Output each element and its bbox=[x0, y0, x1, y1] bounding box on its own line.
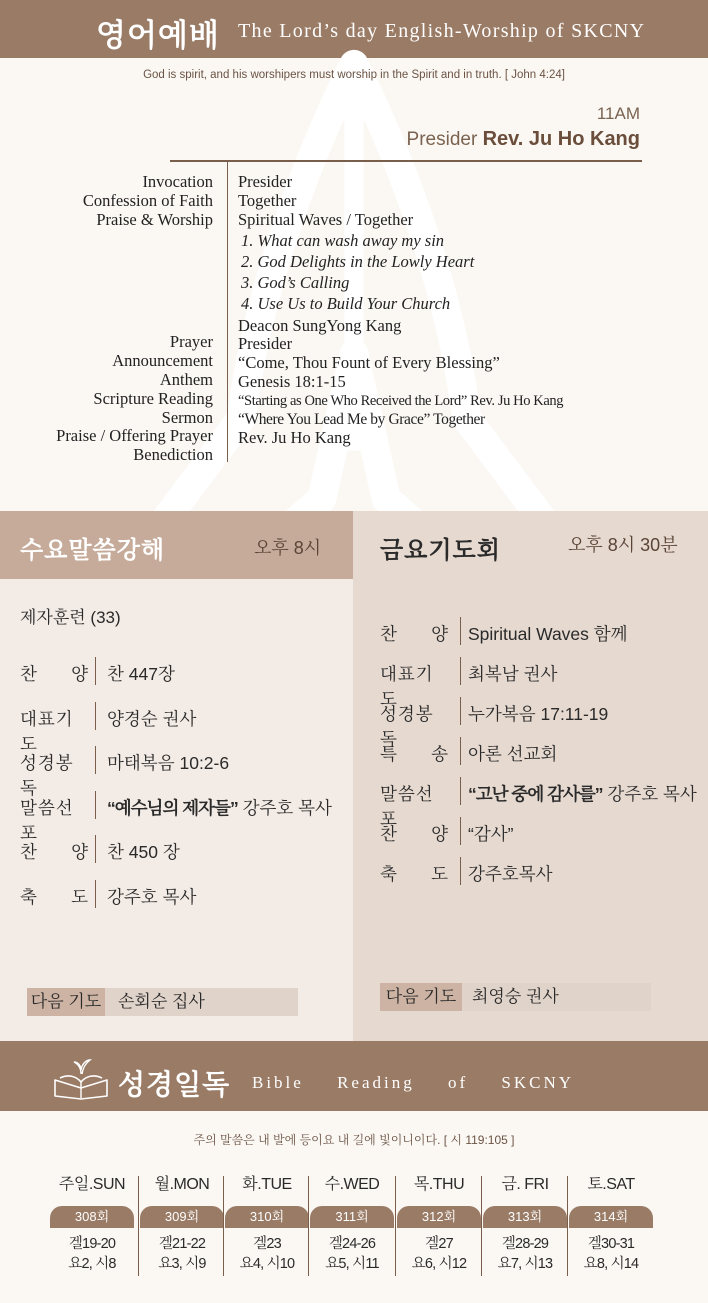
row-separator bbox=[95, 702, 96, 730]
day-separator bbox=[308, 1176, 309, 1276]
row-label-char: 송 bbox=[431, 744, 448, 764]
songs-spacer bbox=[56, 229, 213, 333]
order-label: Anthem bbox=[159, 369, 213, 389]
reading-passages bbox=[310, 1234, 394, 1274]
row-label bbox=[380, 741, 448, 766]
day-name: 월.MON bbox=[154, 1176, 210, 1193]
wednesday-title: 수요말씀강해 bbox=[20, 537, 166, 564]
reading-line: 겔21-22 bbox=[158, 1236, 206, 1252]
day-name: 화.TUE bbox=[242, 1176, 292, 1193]
row-separator bbox=[460, 817, 461, 845]
benediction-value: Rev. Ju Ho Kang bbox=[238, 428, 351, 448]
row-label: 대표기도 bbox=[380, 664, 434, 709]
prayer-value: Deacon SungYong Kang bbox=[238, 315, 402, 335]
row-value-rest: 강주호 목사 bbox=[237, 797, 332, 818]
row-label bbox=[20, 884, 88, 909]
order-label: Announcement bbox=[112, 351, 213, 371]
row-label bbox=[380, 821, 448, 846]
row-value: “감사” bbox=[468, 824, 514, 844]
reading-day bbox=[50, 1172, 134, 1274]
reading-line: 겔23 bbox=[253, 1236, 281, 1252]
reading-line: 요4, 시10 bbox=[239, 1256, 295, 1272]
row-separator bbox=[460, 737, 461, 765]
row-value-bold: “예수님의 제자들” bbox=[107, 797, 238, 818]
row-separator bbox=[460, 857, 461, 885]
reading-line: 겔24-26 bbox=[328, 1236, 376, 1252]
song-item: 4. Use Us to Build Your Church bbox=[241, 293, 451, 313]
anthem-value: “Come, Thou Fount of Every Blessing” bbox=[238, 353, 500, 373]
wednesday-next-label: 다음 기도 bbox=[27, 988, 105, 1016]
row-label bbox=[380, 861, 448, 886]
open-bible-icon bbox=[52, 1058, 110, 1100]
row-separator bbox=[95, 657, 96, 685]
day-separator bbox=[481, 1176, 482, 1276]
row-separator bbox=[95, 746, 96, 774]
row-value: 강주호목사 bbox=[468, 864, 553, 884]
row-label-char: 찬 bbox=[380, 624, 397, 644]
offering-value: “Where You Lead Me by Grace” Together bbox=[238, 410, 485, 428]
announcement-value: Presider bbox=[238, 334, 293, 354]
row-label-char: 축 bbox=[20, 886, 37, 907]
reading-passages bbox=[50, 1234, 134, 1274]
reading-number: 308회 bbox=[50, 1206, 134, 1228]
row-value: 찬 450 장 bbox=[107, 842, 180, 862]
presider-name: Rev. Ju Ho Kang bbox=[482, 128, 640, 150]
row-separator bbox=[95, 835, 96, 863]
row-separator bbox=[460, 657, 461, 685]
row-value: 찬 447장 bbox=[107, 664, 175, 684]
day-separator bbox=[138, 1176, 139, 1276]
friday-next-label: 다음 기도 bbox=[380, 983, 462, 1011]
row-separator bbox=[460, 777, 461, 805]
row-label: 대표기도 bbox=[20, 708, 74, 754]
reading-number: 314회 bbox=[569, 1206, 653, 1228]
header-verse: God is spirit, and his worshipers must worship in the Spirit and in truth. [ John 4:24] bbox=[143, 69, 565, 81]
bible-reading-title: 성경일독 bbox=[118, 1069, 231, 1100]
order-divider bbox=[227, 162, 228, 462]
row-label-char: 도 bbox=[431, 864, 448, 884]
row-label-char: 축 bbox=[380, 864, 397, 884]
row-label-char: 양 bbox=[71, 664, 88, 684]
order-label: Invocation bbox=[142, 172, 213, 191]
reading-number: 309회 bbox=[140, 1206, 224, 1228]
row-label-char: 양 bbox=[431, 824, 448, 844]
day-name: 금. FRI bbox=[501, 1176, 549, 1193]
reading-day bbox=[397, 1172, 481, 1274]
row-label-char: 찬 bbox=[380, 824, 397, 844]
presider-label: Presider bbox=[406, 129, 478, 150]
korean-title: 영어예배 bbox=[96, 18, 220, 53]
song-item: 2. God Delights in the Lowly Heart bbox=[241, 252, 475, 272]
reading-passages bbox=[225, 1234, 309, 1274]
day-name: 수.WED bbox=[324, 1176, 380, 1193]
order-label: Prayer bbox=[169, 332, 213, 352]
reading-number: 312회 bbox=[397, 1206, 481, 1228]
row-value: 마태복음 10:2-6 bbox=[107, 753, 230, 773]
song-list bbox=[238, 231, 563, 314]
reading-line: 겔19-20 bbox=[68, 1236, 116, 1252]
row-label: 말씀선포 bbox=[380, 784, 434, 829]
row-label: 성경봉독 bbox=[20, 753, 74, 798]
order-labels bbox=[56, 173, 213, 465]
reading-day bbox=[140, 1172, 224, 1274]
reading-line: 겔30-31 bbox=[587, 1236, 635, 1252]
row-label-char: 찬 bbox=[20, 664, 37, 684]
reading-day bbox=[310, 1172, 394, 1274]
reading-passages bbox=[397, 1234, 481, 1274]
reading-passages bbox=[569, 1234, 653, 1274]
row-label-char: 특 bbox=[380, 744, 397, 764]
sermon-value: “Starting as One Who Received the Lord” Rev. Ju Ho Kang bbox=[238, 392, 564, 409]
row-label-char: 도 bbox=[71, 886, 88, 907]
row-value: 강주호 목사 bbox=[107, 886, 197, 907]
scripture-value: Genesis 18:1-15 bbox=[238, 371, 346, 391]
row-label-char: 찬 bbox=[20, 842, 37, 862]
reading-line: 요8, 시14 bbox=[583, 1256, 639, 1272]
wednesday-next-value: 손회순 집사 bbox=[118, 992, 205, 1011]
row-value bbox=[107, 795, 332, 820]
reading-number: 313회 bbox=[483, 1206, 567, 1228]
day-name: 목.THU bbox=[413, 1176, 465, 1193]
row-value: 누가복음 17:11-19 bbox=[468, 704, 609, 724]
row-value: 양경순 권사 bbox=[107, 708, 197, 729]
invocation-value: Presider bbox=[238, 172, 293, 191]
row-label bbox=[20, 839, 88, 864]
friday-panel bbox=[353, 511, 708, 1041]
reading-line: 겔28-29 bbox=[501, 1236, 549, 1252]
row-label: 성경봉독 bbox=[380, 704, 434, 749]
order-label: Scripture Reading bbox=[93, 388, 213, 408]
service-time: 11AM bbox=[596, 104, 640, 123]
praise-value: Spiritual Waves / Together bbox=[238, 209, 414, 229]
row-value: 아론 선교회 bbox=[468, 744, 558, 764]
reading-line: 요6, 시12 bbox=[411, 1256, 467, 1272]
wednesday-time: 오후 8시 bbox=[254, 538, 322, 558]
friday-time: 오후 8시 30분 bbox=[568, 535, 678, 555]
reading-line: 요7, 시13 bbox=[497, 1256, 553, 1272]
order-label: Praise / Offering Prayer bbox=[56, 426, 213, 446]
reading-line: 요3, 시9 bbox=[158, 1256, 206, 1272]
row-label-char: 양 bbox=[71, 842, 88, 862]
friday-next-value: 최영숭 권사 bbox=[472, 987, 559, 1006]
bible-reading-english: Bible Reading of SKCNY bbox=[252, 1073, 575, 1092]
row-separator bbox=[460, 697, 461, 725]
row-separator bbox=[95, 791, 96, 819]
day-separator bbox=[223, 1176, 224, 1276]
row-value-rest: 강주호 목사 bbox=[602, 784, 697, 804]
reading-day bbox=[483, 1172, 567, 1274]
divider-rule bbox=[170, 160, 642, 162]
confession-value: Together bbox=[238, 190, 297, 210]
row-label: 말씀선포 bbox=[20, 797, 74, 843]
row-label bbox=[20, 661, 88, 686]
row-separator bbox=[460, 617, 461, 645]
presider-line bbox=[407, 128, 640, 151]
reading-line: 요5, 시11 bbox=[325, 1256, 379, 1272]
reading-number: 310회 bbox=[225, 1206, 309, 1228]
row-separator bbox=[95, 880, 96, 908]
day-separator bbox=[395, 1176, 396, 1276]
row-label-char: 양 bbox=[431, 624, 448, 644]
day-name: 토.SAT bbox=[587, 1176, 635, 1193]
song-item: 3. God’s Calling bbox=[241, 272, 350, 292]
reading-day bbox=[569, 1172, 653, 1274]
reading-passages bbox=[483, 1234, 567, 1274]
reading-day bbox=[225, 1172, 309, 1274]
day-name: 주일.SUN bbox=[58, 1176, 126, 1193]
row-value-bold: “고난 중에 감사를” bbox=[468, 784, 603, 804]
reading-line: 겔27 bbox=[425, 1236, 453, 1252]
order-label: Confession of Faith bbox=[82, 190, 213, 210]
row-value: 최복남 권사 bbox=[468, 664, 558, 684]
row-value bbox=[468, 781, 697, 806]
reading-passages bbox=[140, 1234, 224, 1274]
english-title: The Lord’s day English-Worship of SKCNY bbox=[238, 20, 646, 42]
order-label: Sermon bbox=[161, 407, 213, 427]
song-item: 1. What can wash away my sin bbox=[241, 231, 445, 251]
day-separator bbox=[567, 1176, 568, 1276]
reading-line: 요2, 시8 bbox=[68, 1256, 116, 1272]
wednesday-subtitle: 제자훈련 (33) bbox=[20, 608, 121, 627]
order-label: Praise & Worship bbox=[96, 209, 213, 229]
row-value: Spiritual Waves 함께 bbox=[468, 624, 628, 644]
bible-reading-verse: 주의 말씀은 내 발에 등이요 내 길에 빛이니이다. [ 시 119:105 ] bbox=[193, 1133, 515, 1147]
friday-title: 금요기도회 bbox=[380, 537, 501, 564]
order-label: Benediction bbox=[133, 445, 213, 465]
row-label bbox=[380, 621, 448, 646]
order-values bbox=[238, 173, 563, 448]
reading-number: 311회 bbox=[310, 1206, 394, 1228]
